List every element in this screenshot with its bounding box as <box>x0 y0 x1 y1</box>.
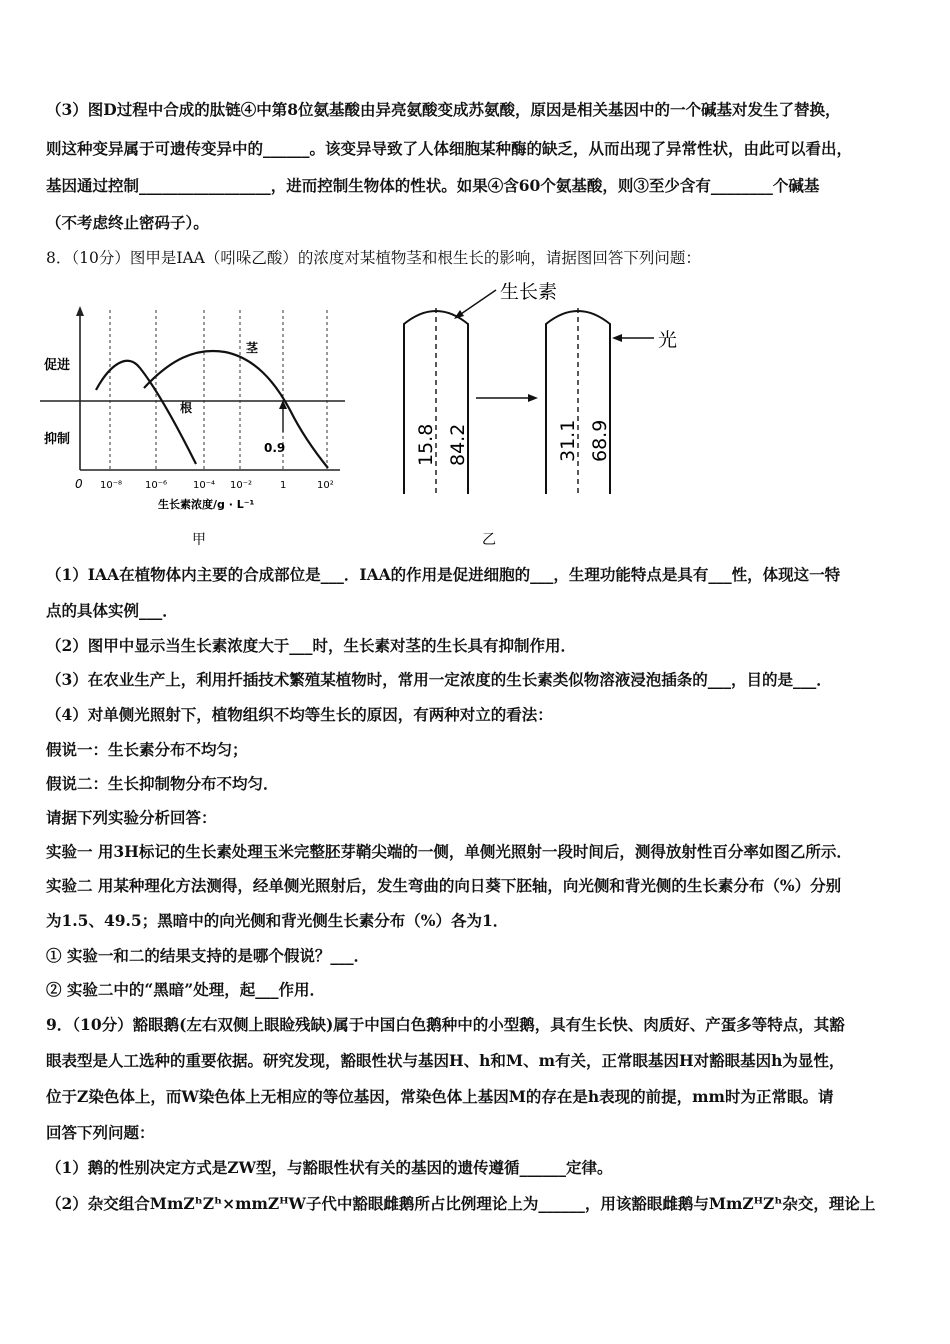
q7-3-line-3: 基因通过控制_________________，进而控制生物体的性状。如果④含60个氨基酸，则③至少含有________个碱基 <box>46 176 820 195</box>
tick-label: 1 <box>280 480 287 491</box>
q9-stem-line-1: 9．（10分）豁眼鹅(左右双侧上眼睑残缺)属于中国白色鹅种中的小型鹅，具有生长快、肉质好、产蛋多等特点，其豁 <box>46 1015 845 1034</box>
q7-3-line-2: 则这种变异属于可遗传变异中的______。该变异导致了人体细胞某种酶的缺乏，从而出现了异常性状，由此可以看出， <box>46 139 853 158</box>
y-axis-arrow <box>76 306 84 316</box>
q8-1-line-2: 点的具体实例___． <box>46 601 178 620</box>
figure-jia-label: 甲 <box>192 532 206 548</box>
q9-1: （1）鹅的性别决定方式是ZW型，与豁眼性状有关的基因的遗传遵循______定律。 <box>46 1158 613 1177</box>
q8-3: （3）在农业生产上，利用扦插技术繁殖某植物时，常用一定浓度的生长素类似物溶液浸泡插条的___，目的是___． <box>46 670 832 689</box>
auxin-arrow <box>458 290 496 316</box>
tick-label: 10⁻⁴ <box>193 480 216 491</box>
left-value-1: 15.8 <box>415 423 437 466</box>
tick-label: 10⁻⁶ <box>145 480 168 491</box>
root-label: 根 <box>180 401 193 415</box>
q8-stem: 8．（10分）图甲是IAA（吲哚乙酸）的浓度对某植物茎和根生长的影响，请据图回答下列问题： <box>46 249 701 267</box>
dashed-gridlines <box>110 310 327 470</box>
origin-label: 0 <box>75 477 83 491</box>
stem-label: 茎 <box>246 341 259 355</box>
q9-stem-line-4: 回答下列问题： <box>46 1123 155 1142</box>
experiment-2-line-2: 为1.5、49.5；黑暗中的向光侧和背光侧生长素分布（%）各为1． <box>46 911 509 930</box>
threshold-label: 0.9 <box>264 441 286 455</box>
q7-3-line-1: （3）图D过程中合成的肽链④中第8位氨基酸由异亮氨酸变成苏氨酸，原因是相关基因中的一个碱基对发生了替换， <box>46 100 841 119</box>
hypothesis-1: 假说一：生长素分布不均匀； <box>46 740 248 759</box>
experiment-1: 实验一 用3H标记的生长素处理玉米完整胚芽鞘尖端的一侧，单侧光照射一段时间后，测得放射性百分率如图乙所示． <box>46 842 852 861</box>
q9-stem-line-2: 眼表型是人工选种的重要依据。研究发现，豁眼性状与基因H、h和M、m有关，正常眼基因H对豁眼基因h为显性， <box>46 1051 845 1070</box>
figure-jia <box>40 292 360 554</box>
hypothesis-2: 假说二：生长抑制物分布不均匀． <box>46 774 279 793</box>
q8-4: （4）对单侧光照射下，植物组织不均等生长的原因，有两种对立的看法： <box>46 705 553 724</box>
right-value-2: 68.9 <box>589 419 611 462</box>
auxin-label: 生长素 <box>500 281 558 303</box>
x-axis-label: 生长素浓度/g · L⁻¹ <box>158 498 255 511</box>
stem-curve <box>144 351 328 468</box>
experiment-2-line-1: 实验二 用某种理化方法测得，经单侧光照射后，发生弯曲的向日葵下胚轴，向光侧和背光侧的生长素分布（%）分别 <box>46 876 842 895</box>
promote-label: 促进 <box>44 358 71 373</box>
q9-2: （2）杂交组合MmZʰZʰ×mmZᴴW子代中豁眼雌鹅所占比例理论上为______，用该豁眼雌鹅与MmZᴴZʰ杂交，理论上 <box>46 1194 876 1213</box>
q8-1-line-1: （1）IAA在植物体内主要的合成部位是___．IAA的作用是促进细胞的___，生理功能特点是具有___性，体现这一特 <box>46 565 841 584</box>
q8-2: （2）图甲中显示当生长素浓度大于___时，生长素对茎的生长具有抑制作用． <box>46 636 577 655</box>
left-value-2: 84.2 <box>447 423 469 466</box>
tick-label: 10⁻² <box>230 480 253 491</box>
right-value-1: 31.1 <box>557 419 579 462</box>
light-label: 光 <box>658 329 678 351</box>
tick-label: 10² <box>317 480 334 491</box>
analysis-prompt: 请据下列实验分析回答： <box>46 808 217 827</box>
figure-yi <box>392 276 702 554</box>
q8-4-sub-1: ① 实验一和二的结果支持的是哪个假说？___． <box>46 946 370 965</box>
q9-stem-line-3: 位于Z染色体上，而W染色体上无相应的等位基因，常染色体上基因M的存在是h表现的前提，mm时为正常眼。请 <box>46 1087 834 1106</box>
inhibit-label: 抑制 <box>44 432 71 447</box>
tick-label: 10⁻⁸ <box>100 480 123 491</box>
q8-4-sub-2: ② 实验二中的“黑暗”处理，起___作用． <box>46 980 325 999</box>
q7-3-line-4: （不考虑终止密码子）。 <box>46 213 209 232</box>
figure-yi-label: 乙 <box>482 532 496 548</box>
